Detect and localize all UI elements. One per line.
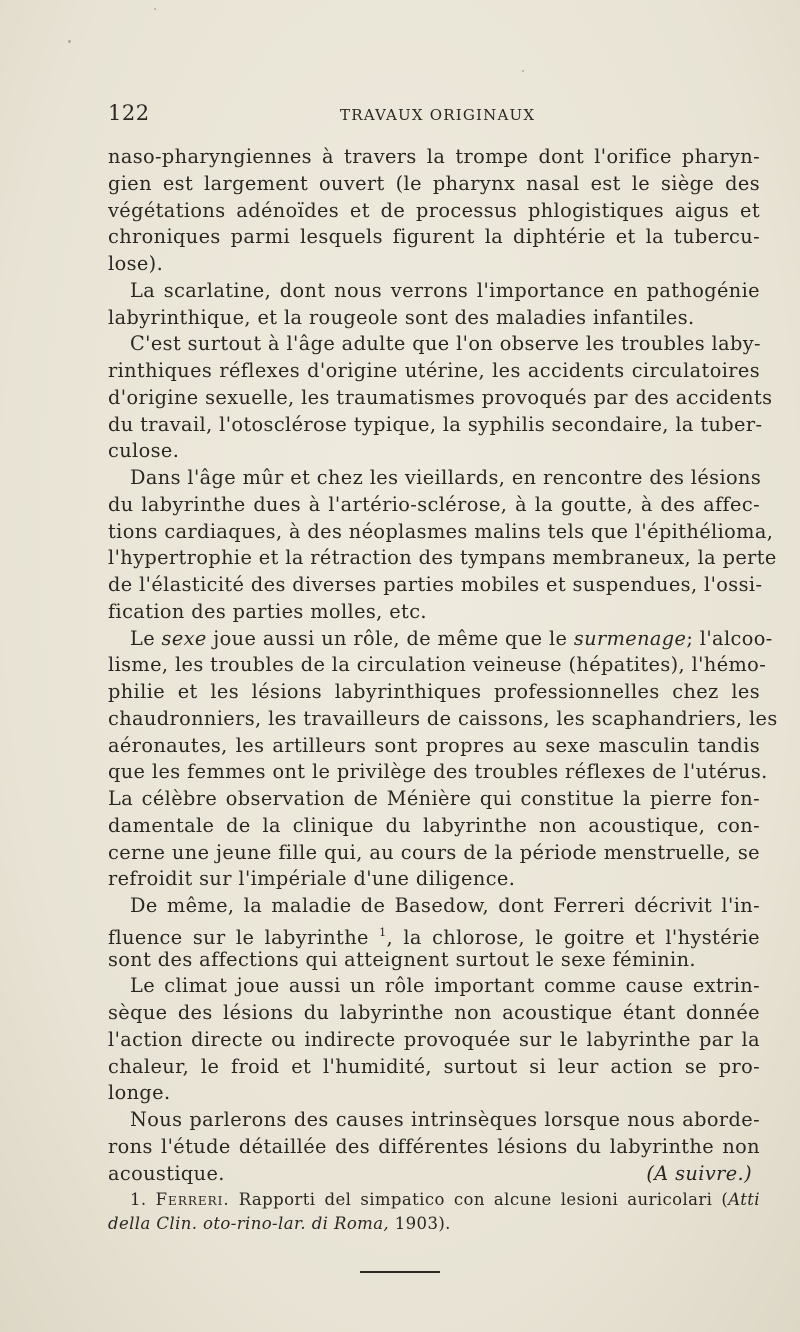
- text-line: du labyrinthe dues à l'artério-sclérose, à la goutte, à des affec-: [108, 492, 760, 516]
- text-line: d'origine sexuelle, les traumatismes provoqués par des accidents: [108, 385, 773, 409]
- text-line: rons l'étude détaillée des différentes lésions du labyrinthe non: [108, 1134, 760, 1158]
- text-line: rinthiques réflexes d'origine utérine, les accidents circulatoires: [108, 359, 760, 382]
- text-line: cerne une jeune fille qui, au cours de la période menstruelle, se: [108, 840, 760, 864]
- text-line: Le climat joue aussi un rôle important comme cause extrin-: [130, 974, 760, 998]
- footnote: [108, 1188, 760, 1236]
- text-line: labyrinthique, et la rougeole sont des maladies infantiles.: [108, 305, 695, 329]
- text-line: De même, la maladie de Basedow, dont Ferreri décrivit l'in-: [130, 894, 760, 917]
- scan-speck: [68, 40, 71, 43]
- text-line: lisme, les troubles de la circulation veineuse (hépatites), l'hémo-: [108, 653, 767, 677]
- text-line: C'est surtout à l'âge adulte que l'on observe les troubles laby-: [130, 332, 761, 356]
- text-line: La scarlatine, dont nous verrons l'importance en pathogénie: [130, 278, 760, 302]
- text-line: chaleur, le froid et l'humidité, surtout si leur action se pro-: [108, 1054, 760, 1078]
- running-title: TRAVAUX ORIGINAUX: [340, 106, 536, 124]
- text-line: du travail, l'otosclérose typique, la syphilis secondaire, la tuber-: [108, 412, 763, 436]
- text-line: chaudronniers, les travailleurs de caissons, les scaphandriers, les: [108, 706, 778, 730]
- footnote-text: Rapporti del simpatico con alcune lesioni auricolari (: [238, 1190, 729, 1209]
- italic-term: sexe: [161, 626, 207, 650]
- text-run: fluence sur le labyrinthe: [108, 925, 369, 949]
- text-line: l'action directe ou indirecte provoquée sur le labyrinthe par la: [108, 1027, 760, 1051]
- text-line: gien est largement ouvert (le pharynx nasal est le siège des: [108, 171, 760, 195]
- text-line: sont des affections qui atteignent surtout le sexe féminin.: [108, 947, 696, 971]
- italic-term: surmenage: [573, 626, 687, 650]
- text-line: La célèbre observation de Ménière qui constitue la pierre fon-: [108, 787, 760, 810]
- text-line: l'hypertrophie et la rétraction des tympans membraneux, la perte: [108, 546, 777, 570]
- text-run: aussi un rôle, de même que le: [262, 626, 568, 650]
- text-run: joue: [213, 626, 257, 650]
- footnote-marker: 1: [379, 925, 387, 939]
- footnote-source: della Clin. oto-rino-lar. di Roma,: [108, 1214, 390, 1233]
- footnote-author: Ferreri.: [155, 1190, 230, 1209]
- text-run: , la chlorose, le goitre et l'hystérie: [386, 925, 760, 949]
- footnote-line: [108, 1212, 760, 1236]
- text-line: chroniques parmi lesquels figurent la diphtérie et la tubercu-: [108, 225, 760, 249]
- text-line: Nous parlerons des causes intrinsèques lorsque nous aborde-: [130, 1108, 760, 1131]
- footnote-year: 1903).: [394, 1214, 451, 1233]
- scan-speck: [154, 8, 156, 10]
- text-line: Dans l'âge mûr et chez les vieillards, en rencontre des lésions: [130, 466, 762, 489]
- text-line: sèque des lésions du labyrinthe non acoustique étant donnée: [108, 1001, 760, 1024]
- text-line: philie et les lésions labyrinthiques professionnelles chez les: [108, 680, 760, 703]
- end-rule: [360, 1271, 440, 1273]
- footnote-number: 1.: [130, 1190, 147, 1209]
- text-line: damentale de la clinique du labyrinthe non acoustique, con-: [108, 813, 760, 837]
- text-line: de l'élasticité des diverses parties mobiles et suspendues, l'ossi-: [108, 573, 763, 596]
- page-number: 122: [108, 101, 150, 125]
- scan-speck: [522, 70, 524, 72]
- text-line: culose.: [108, 439, 180, 463]
- text-run: Le: [130, 626, 156, 650]
- text-line: lose).: [108, 252, 164, 275]
- text-line-final: [108, 1161, 760, 1188]
- article-body: [108, 144, 778, 1187]
- footnote-source: Atti: [728, 1190, 760, 1209]
- text-line: refroidit sur l'impériale d'une diligence.: [108, 867, 516, 891]
- text-run: ; l'alcoo-: [686, 626, 773, 650]
- running-head: [108, 101, 760, 129]
- to-be-continued: (A suivre.): [646, 1161, 752, 1185]
- text-line-mixed: [108, 626, 773, 653]
- text-line: fication des parties molles, etc.: [108, 599, 427, 623]
- footnote-line: [108, 1188, 760, 1212]
- text-line: naso-pharyngiennes à travers la trompe dont l'orifice pharyn-: [108, 145, 760, 168]
- text-line-mixed: [108, 920, 760, 947]
- text-line: aéronautes, les artilleurs sont propres au sexe masculin tandis: [108, 733, 760, 757]
- text-line: que les femmes ont le privilège des troubles réflexes de l'utérus.: [108, 760, 768, 784]
- text-line: longe.: [108, 1081, 171, 1105]
- text-run: acoustique.: [108, 1161, 225, 1185]
- text-line: végétations adénoïdes et de processus phlogistiques aigus et: [108, 198, 760, 222]
- text-line: tions cardiaques, à des néoplasmes malins tels que l'épithélioma,: [108, 519, 774, 543]
